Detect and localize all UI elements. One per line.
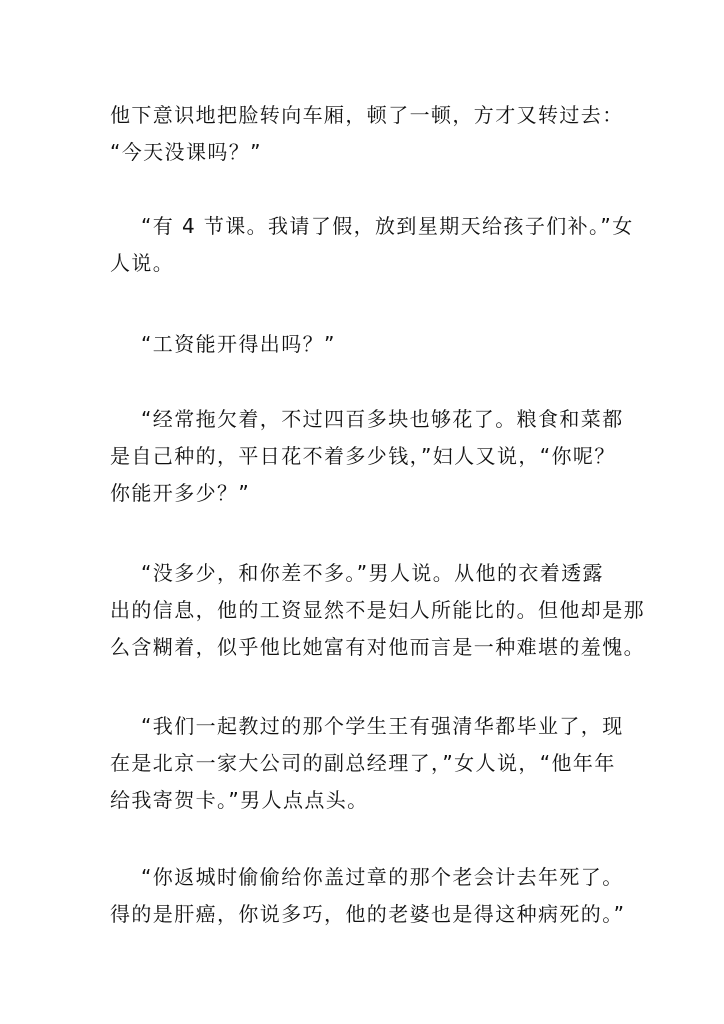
text-line: 人说。	[110, 251, 175, 275]
paragraph-6	[110, 708, 624, 819]
paragraph-1	[110, 97, 624, 171]
text-line: 给我寄贺卡。”男人点点头。	[110, 788, 369, 812]
text-line: 是自己种的，平日花不着多少钱，”妇人又说，“你呢？	[110, 444, 616, 468]
text-line: “我们一起教过的那个学生王有强清华都毕业了，现	[110, 714, 624, 738]
text-line: “工资能开得出吗？”	[110, 332, 336, 356]
text-line: 在是北京一家大公司的副总经理了，”女人说，“他年年	[110, 751, 616, 775]
text-line: 得的是肝癌，你说多巧，他的老婆也是得这种病死的。”	[110, 902, 626, 926]
text-line: “有 4 节课。我请了假，放到星期天给孩子们补。”女	[110, 214, 634, 238]
text-line: “今天没课吗？”	[110, 140, 262, 164]
paragraph-4	[110, 401, 624, 512]
text-line: “你返城时偷偷给你盖过章的那个老会计去年死了。	[110, 865, 624, 889]
paragraph-3	[110, 326, 614, 363]
paragraph-7	[110, 859, 626, 933]
text-line: 出的信息，他的工资显然不是妇人所能比的。但他却是那	[110, 598, 645, 622]
text-line: “经常拖欠着，不过四百多块也够花了。粮食和菜都	[110, 407, 624, 431]
paragraph-2	[110, 208, 634, 282]
paragraph-5	[110, 555, 645, 666]
text-line: “没多少，和你差不多。”男人说。从他的衣着透露	[110, 561, 604, 585]
text-line: 你能开多少？”	[110, 481, 251, 505]
text-line: 么含糊着，似乎他比她富有对他而言是一种难堪的羞愧。	[110, 635, 645, 659]
text-line: 他下意识地把脸转向车厢，顿了一顿，方才又转过去：	[110, 103, 624, 127]
